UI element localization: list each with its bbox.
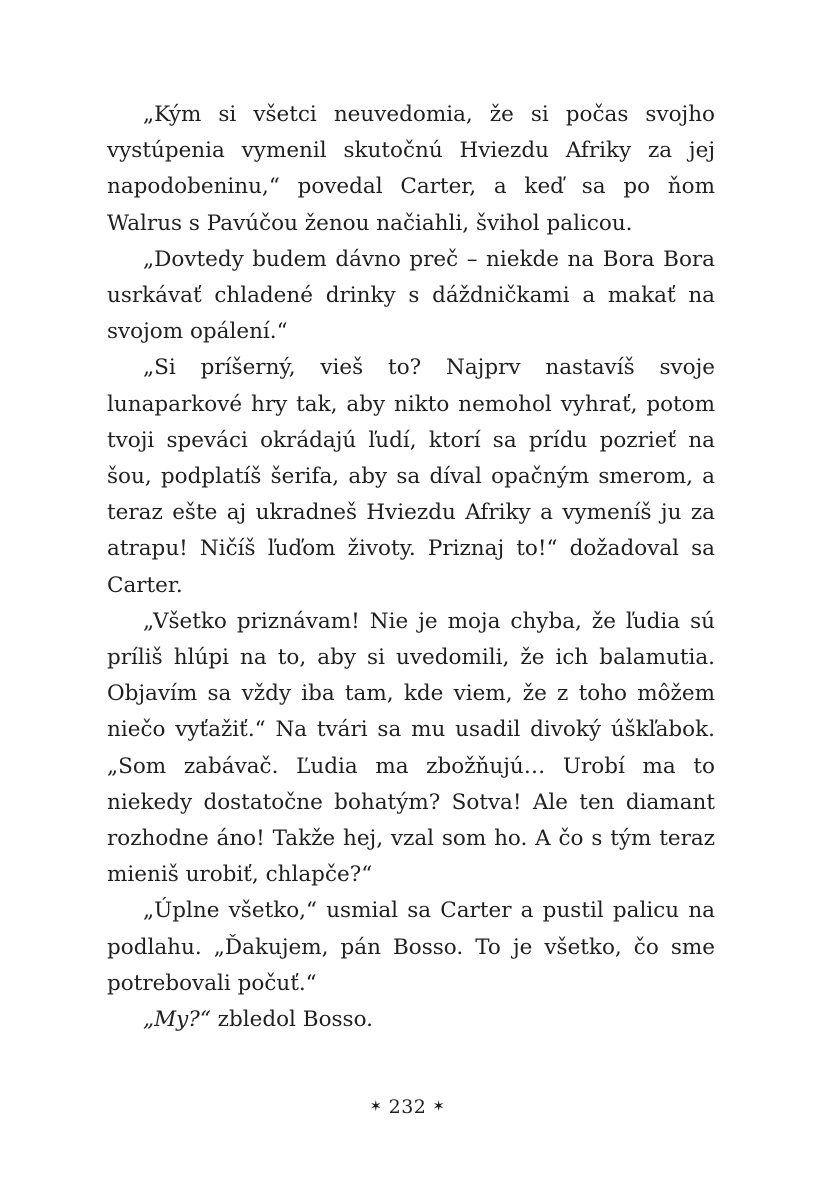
paragraph-2: „Dovtedy budem dávno preč – niekde na Bora Bora usrkávať chladené drinky s dáždničkami a makať na svojom opálení.“: [107, 246, 715, 345]
page-footer: [0, 1096, 815, 1118]
page-number: 232: [388, 1096, 427, 1118]
paragraph-1: „Kým si všetci neuvedomia, že si počas svojho vystúpenia vymenil skutočnú Hviezdu Afriky za jej napodobeninu,“ povedal Carter, a keď sa po ňom Walrus s Pavúčou ženou načiahli, švihol palicou.: [107, 102, 715, 236]
paragraph-6-italic: „My?“: [143, 1007, 211, 1033]
star-ornament-left-icon: ✶: [369, 1097, 383, 1115]
page-body: [107, 97, 715, 1038]
paragraph-5: „Úplne všetko,“ usmial sa Carter a pustil palicu na podlahu. „Ďakujem, pán Bosso. To je všetko, čo sme potrebovali počuť.“: [107, 898, 715, 996]
paragraph-4: „Všetko priznávam! Nie je moja chyba, že ľudia sú príliš hlúpi na to, aby si uvedomili, že ich balamutia. Objavím sa vždy iba tam, kde viem, že z toho môžem niečo vyťažiť.“ Na tvári sa mu usadil divoký úškľabok. „Som zabávač. Ľudia ma zbožňujú… Urobí ma to niekedy dostatočne bohatým? Sotva! Ale ten diamant rozhodne áno! Takže hej, vzal som ho. A čo s tým teraz mieniš urobiť, chlapče?“: [107, 608, 715, 888]
star-ornament-right-icon: ✶: [432, 1097, 446, 1115]
paragraph-6: [107, 1002, 715, 1038]
paragraph-6-rest: zbledol Bosso.: [210, 1007, 373, 1033]
paragraph-3: „Si príšerný, vieš to? Najprv nastavíš svoje lunaparkové hry tak, aby nikto nemohol vyhrať, potom tvoji speváci okrádajú ľudí, ktorí sa prídu pozrieť na šou, podplatíš šerifa, aby sa díval opačným smerom, a teraz ešte aj ukradneš Hviezdu Afriky a vymeníš ju za atrapu! Ničíš ľuďom životy. Priznaj to!“ dožadoval sa Carter.: [107, 355, 715, 598]
